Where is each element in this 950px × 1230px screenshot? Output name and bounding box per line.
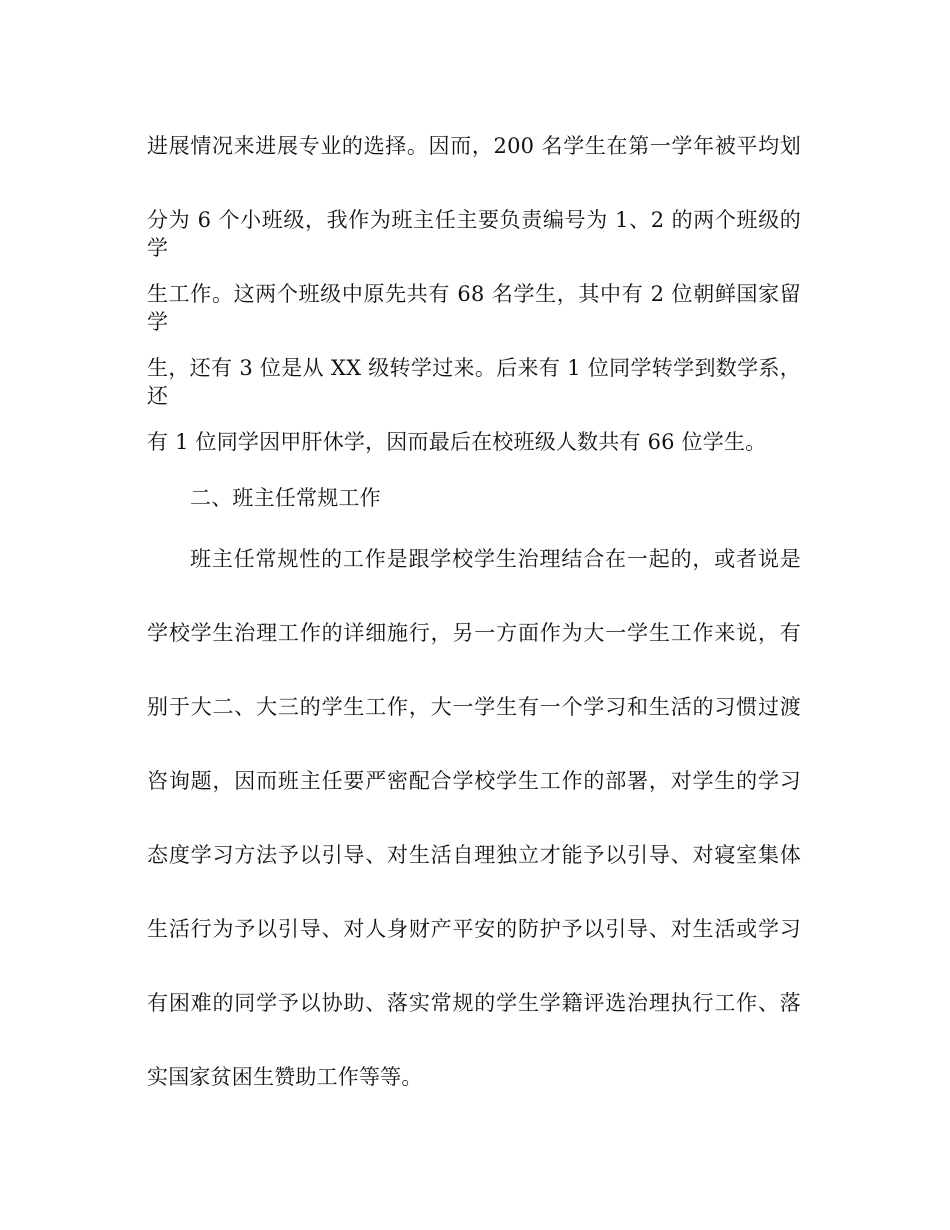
paragraph-2-line-4: 咨询题，因而班主任要严密配合学校学生工作的部署，对学生的学习 [147, 769, 801, 793]
paragraph-2-line-7: 有困难的同学予以协助、落实常规的学生学籍评选治理执行工作、落 [147, 991, 801, 1015]
paragraph-1-line-3: 生工作。这两个班级中原先共有 68 名学生，其中有 2 位朝鲜国家留学 [147, 282, 801, 334]
paragraph-2-line-2: 学校学生治理工作的详细施行，另一方面作为大一学生工作来说，有 [147, 621, 801, 645]
paragraph-2-line-1: 班主任常规性的工作是跟学校学生治理结合在一起的，或者说是 [190, 547, 801, 571]
paragraph-1-line-4: 生，还有 3 位是从 XX 级转学过来。后来有 1 位同学转学到数学系，还 [147, 356, 801, 408]
paragraph-2-line-8: 实国家贫困生赞助工作等等。 [147, 1065, 423, 1089]
section-heading: 二、班主任常规工作 [190, 486, 381, 510]
paragraph-1-line-5: 有 1 位同学因甲肝休学，因而最后在校班级人数共有 66 位学生。 [147, 430, 767, 454]
paragraph-1-line-2: 分为 6 个小班级，我作为班主任主要负责编号为 1、2 的两个班级的学 [147, 208, 801, 260]
paragraph-2-line-3: 别于大二、大三的学生工作，大一学生有一个学习和生活的习惯过渡 [147, 695, 801, 719]
paragraph-2-line-5: 态度学习方法予以引导、对生活自理独立才能予以引导、对寝室集体 [147, 843, 801, 867]
paragraph-1-line-1: 进展情况来进展专业的选择。因而，200 名学生在第一学年被平均划 [147, 134, 801, 158]
paragraph-2-line-6: 生活行为予以引导、对人身财产平安的防护予以引导、对生活或学习 [147, 917, 801, 941]
